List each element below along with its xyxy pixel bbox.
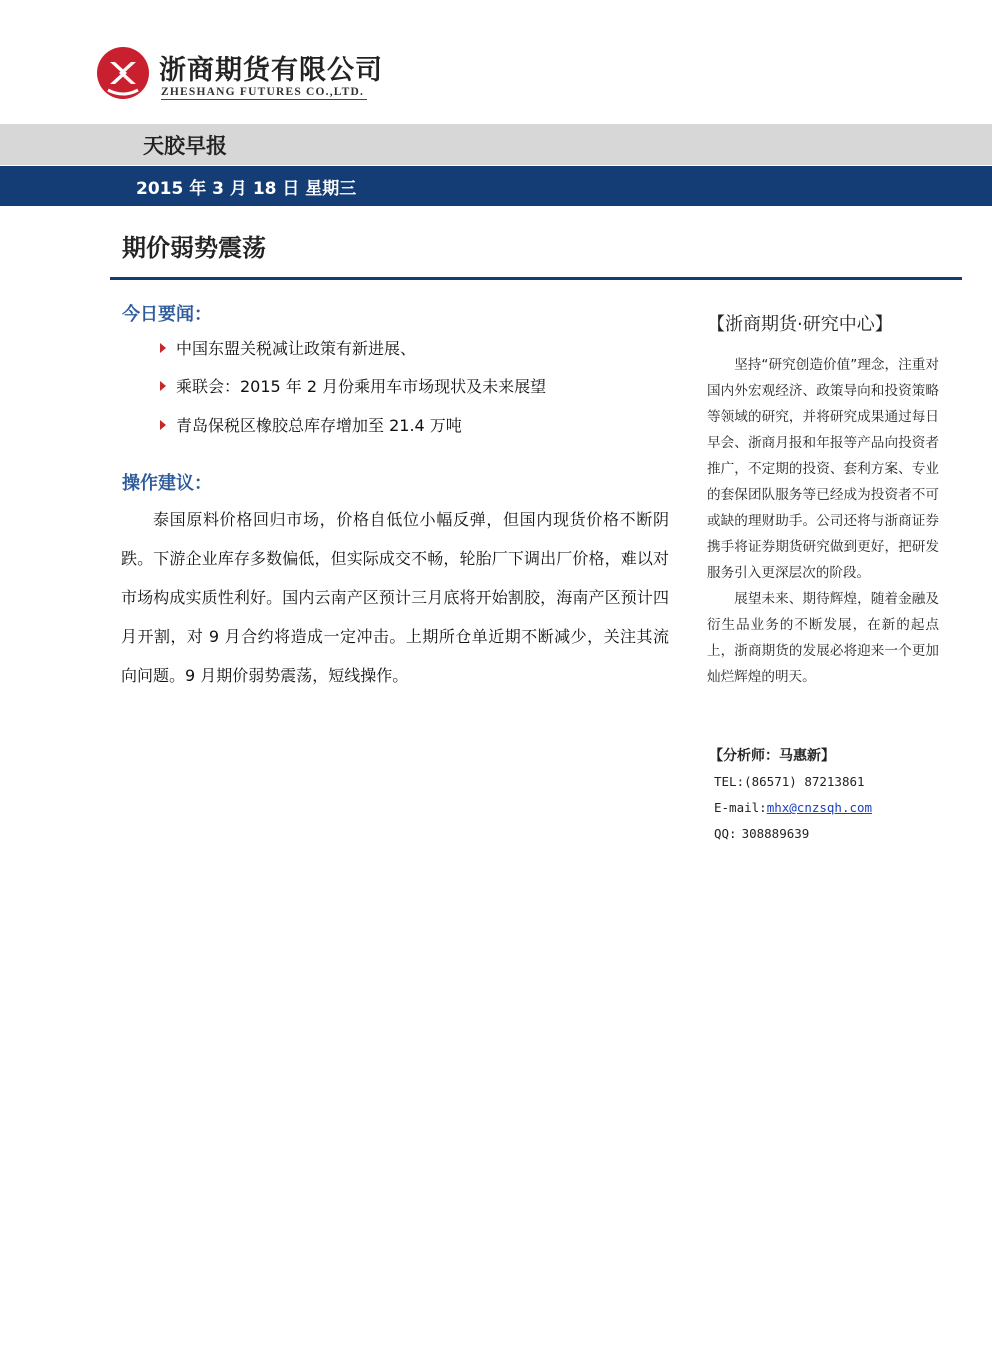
analyst-email: E-mail:mhx@cnzsqh.com (714, 800, 873, 815)
report-date: 2015 年 3 月 18 日 星期三 (136, 179, 357, 199)
news-item-text: 乘联会：2015 年 2 月份乘用车市场现状及未来展望 (176, 377, 547, 396)
company-logo (96, 44, 396, 104)
bullet-arrow-icon (160, 420, 166, 430)
news-item-text: 青岛保税区橡胶总库存增加至 21.4 万吨 (176, 416, 462, 435)
analyst-contact (709, 743, 872, 847)
sidebar-title: 【浙商期货·研究中心】 (707, 314, 893, 335)
headline: 期价弱势震荡 (122, 234, 266, 262)
news-item (160, 413, 462, 436)
bullet-arrow-icon (160, 343, 166, 353)
email-link[interactable]: mhx@cnzsqh.com (766, 800, 873, 815)
news-item (160, 336, 416, 359)
logo-divider (161, 99, 367, 100)
bullet-arrow-icon (160, 381, 166, 391)
report-title: 天胶早报 (143, 134, 227, 158)
company-name-en: ZHESHANG FUTURES CO.,LTD. (161, 86, 365, 98)
news-heading: 今日要闻： (122, 304, 212, 325)
advice-heading: 操作建议： (122, 473, 212, 494)
analyst-tel: TEL:(86571) 87213861 (714, 774, 865, 789)
company-logo-icon (96, 46, 150, 100)
research-center-sidebar (707, 310, 939, 690)
news-item-text: 中国东盟关税减让政策有新进展、 (176, 339, 417, 358)
advice-body (121, 500, 669, 695)
company-name-cn: 浙商期货有限公司 (159, 55, 383, 86)
headline-divider (110, 277, 962, 280)
analyst-qq: QQ: 308889639 (714, 826, 810, 841)
advice-paragraph: 泰国原料价格回归市场，价格自低位小幅反弹，但国内现货价格不断阴跌。下游企业库存多数偏低，但实际成交不畅，轮胎厂下调出厂价格，难以对市场构成实质性利好。国内云南产区预计三月底将开始割胶，海南产区预计四月开割，对 9 月合约将造成一定冲击。上期所仓单近期不断减少，关注其流向问题。9 月期价弱势震荡，短线操作。 (121, 510, 669, 685)
analyst-name: 【分析师：马惠新】 (709, 748, 835, 764)
news-item (160, 374, 546, 397)
sidebar-intro: 坚持“研究创造价值”理念，注重对国内外宏观经济、政策导向和投资策略等领域的研究，并将研究成果通过每日早会、浙商月报和年报等产品向投资者推广，不定期的投资、套利方案、专业的套保团队服务等已经成为投资者不可或缺的理财助手。公司还将与浙商证券携手将证券期货研究做到更好，把研发服务引入更深层次的阶段。 (707, 357, 939, 581)
sidebar-outlook: 展望未来、期待辉煌，随着金融及衍生品业务的不断发展，在新的起点上，浙商期货的发展必将迎来一个更加灿烂辉煌的明天。 (707, 591, 939, 685)
